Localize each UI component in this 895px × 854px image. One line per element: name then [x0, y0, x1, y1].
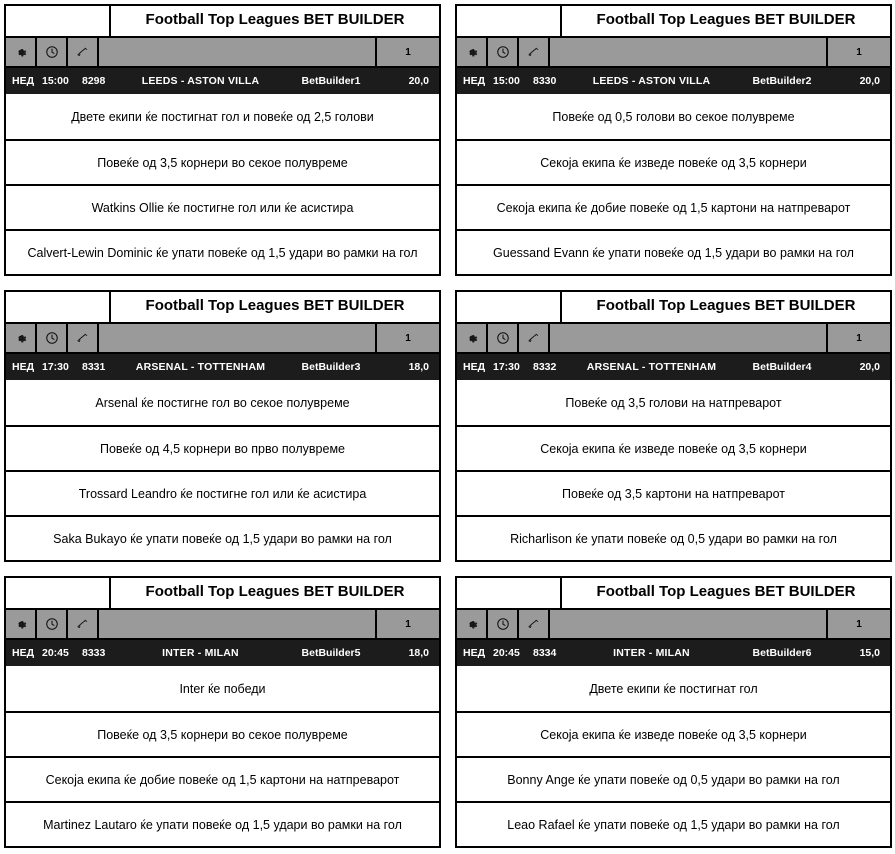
match-odds: 15,0: [859, 647, 880, 659]
list-item[interactable]: Bonny Ange ќе упати повеќе од 0,5 удари во рамки на гол: [457, 756, 890, 801]
selection-list: [457, 94, 890, 274]
whistle-icon[interactable]: [68, 610, 99, 638]
toolbar-row: [457, 38, 890, 68]
title-left-spacer: [457, 6, 562, 36]
whistle-icon[interactable]: [519, 324, 550, 352]
list-item[interactable]: Richarlison ќе упати повеќе од 0,5 удари во рамки на гол: [457, 515, 890, 560]
list-item[interactable]: Секоја екипа ќе добие повеќе од 1,5 картони на натпреварот: [6, 756, 439, 801]
match-code: 8332: [533, 361, 557, 373]
bet-builder-label: BetBuilder1: [301, 75, 361, 87]
match-time: 15:00: [42, 75, 69, 87]
bet-builder-card: [4, 290, 441, 562]
list-item[interactable]: Повеќе од 4,5 корнери во прво полувреме: [6, 425, 439, 470]
match-teams: INTER - MILAN: [162, 647, 239, 659]
page-title: Football Top Leagues BET BUILDER: [596, 11, 856, 28]
list-item[interactable]: Двете екипи ќе постигнат гол и повеќе од 2,5 голови: [71, 109, 374, 124]
toolbar-filler: [99, 38, 377, 66]
match-time: 17:30: [493, 361, 520, 373]
bet-builder-grid: [4, 4, 891, 848]
bet-builder-label: BetBuilder5: [301, 647, 361, 659]
gear-icon[interactable]: [6, 610, 37, 638]
match-header-row: [6, 354, 439, 380]
column-number: 1: [828, 38, 890, 66]
bet-builder-card: [455, 4, 892, 276]
whistle-icon[interactable]: [68, 38, 99, 66]
match-code: 8331: [82, 361, 106, 373]
list-item[interactable]: Watkins Ollie ќе постигне гол или ќе асистира: [6, 184, 439, 229]
match-odds: 18,0: [408, 361, 429, 373]
list-item[interactable]: Секоја екипа ќе изведе повеќе од 3,5 корнери: [457, 425, 890, 470]
match-code: 8334: [533, 647, 557, 659]
list-item[interactable]: Двете екипи ќе постигнат гол: [589, 681, 758, 696]
whistle-icon[interactable]: [519, 38, 550, 66]
title-left-spacer: [457, 292, 562, 322]
toolbar-row: [6, 38, 439, 68]
gear-icon[interactable]: [6, 324, 37, 352]
match-odds: 20,0: [859, 75, 880, 87]
gear-icon[interactable]: [6, 38, 37, 66]
bet-builder-card: [4, 576, 441, 848]
clock-icon[interactable]: [37, 38, 68, 66]
toolbar-filler: [550, 610, 828, 638]
column-number: 1: [377, 610, 439, 638]
match-teams: INTER - MILAN: [613, 647, 690, 659]
match-day: НЕД: [463, 75, 486, 87]
clock-icon[interactable]: [37, 324, 68, 352]
card-title-row: [6, 6, 439, 38]
card-title-row: [457, 6, 890, 38]
card-title-row: [457, 578, 890, 610]
selection-list: [457, 666, 890, 846]
page-title: Football Top Leagues BET BUILDER: [145, 11, 405, 28]
whistle-icon[interactable]: [68, 324, 99, 352]
match-day: НЕД: [463, 361, 486, 373]
card-title-row: [6, 292, 439, 324]
title-left-spacer: [457, 578, 562, 608]
toolbar-filler: [99, 610, 377, 638]
match-header-row: [6, 640, 439, 666]
clock-icon[interactable]: [488, 610, 519, 638]
clock-icon[interactable]: [37, 610, 68, 638]
match-teams: LEEDS - ASTON VILLA: [141, 75, 260, 87]
list-item[interactable]: Секоја екипа ќе изведе повеќе од 3,5 корнери: [457, 711, 890, 756]
match-teams: ARSENAL - TOTTENHAM: [586, 361, 717, 373]
match-code: 8333: [82, 647, 106, 659]
match-odds: 20,0: [408, 75, 429, 87]
match-day: НЕД: [12, 361, 35, 373]
list-item[interactable]: Calvert-Lewin Dominic ќе упати повеќе од 1,5 удари во рамки на гол: [6, 229, 439, 274]
bet-builder-card: [4, 4, 441, 276]
match-time: 20:45: [493, 647, 520, 659]
match-time: 15:00: [493, 75, 520, 87]
match-code: 8330: [533, 75, 557, 87]
match-day: НЕД: [12, 647, 35, 659]
list-item[interactable]: Martinez Lautaro ќе упати повеќе од 1,5 удари во рамки на гол: [6, 801, 439, 846]
column-number: 1: [828, 610, 890, 638]
list-item[interactable]: Inter ќе победи: [179, 681, 266, 696]
bet-builder-label: BetBuilder3: [301, 361, 361, 373]
selection-list: [6, 94, 439, 274]
list-item[interactable]: Повеќе од 3,5 корнери во секое полувреме: [6, 139, 439, 184]
clock-icon[interactable]: [488, 324, 519, 352]
page-title: Football Top Leagues BET BUILDER: [596, 297, 856, 314]
list-item[interactable]: Повеќе од 3,5 голови на натпреварот: [565, 395, 782, 410]
page-title: Football Top Leagues BET BUILDER: [145, 297, 405, 314]
page-title: Football Top Leagues BET BUILDER: [596, 583, 856, 600]
list-item[interactable]: Trossard Leandro ќе постигне гол или ќе асистира: [6, 470, 439, 515]
toolbar-row: [6, 610, 439, 640]
clock-icon[interactable]: [488, 38, 519, 66]
match-teams: LEEDS - ASTON VILLA: [592, 75, 711, 87]
toolbar-filler: [550, 324, 828, 352]
list-item[interactable]: Guessand Evann ќе упати повеќе од 1,5 удари во рамки на гол: [457, 229, 890, 274]
match-header-row: [457, 68, 890, 94]
list-item[interactable]: Arsenal ќе постигне гол во секое полувреме: [95, 395, 350, 410]
match-time: 17:30: [42, 361, 69, 373]
match-teams: ARSENAL - TOTTENHAM: [135, 361, 266, 373]
title-left-spacer: [6, 292, 111, 322]
selection-list: [6, 666, 439, 846]
list-item[interactable]: Повеќе од 3,5 картони на натпреварот: [457, 470, 890, 515]
column-number: 1: [828, 324, 890, 352]
list-item[interactable]: Повеќе од 0,5 голови во секое полувреме: [552, 109, 795, 124]
gear-icon[interactable]: [457, 38, 488, 66]
match-time: 20:45: [42, 647, 69, 659]
list-item[interactable]: Секоја екипа ќе изведе повеќе од 3,5 корнери: [457, 139, 890, 184]
bet-builder-card: [455, 290, 892, 562]
gear-icon[interactable]: [457, 324, 488, 352]
toolbar-row: [6, 324, 439, 354]
toolbar-filler: [99, 324, 377, 352]
column-number: 1: [377, 324, 439, 352]
bet-builder-label: BetBuilder2: [752, 75, 812, 87]
toolbar-row: [457, 324, 890, 354]
match-header-row: [6, 68, 439, 94]
toolbar-filler: [550, 38, 828, 66]
title-left-spacer: [6, 6, 111, 36]
bet-builder-card: [455, 576, 892, 848]
bet-builder-label: BetBuilder6: [752, 647, 812, 659]
selection-list: [457, 380, 890, 560]
card-title-row: [6, 578, 439, 610]
selection-list: [6, 380, 439, 560]
whistle-icon[interactable]: [519, 610, 550, 638]
list-item[interactable]: Секоја екипа ќе добие повеќе од 1,5 картони на натпреварот: [457, 184, 890, 229]
match-code: 8298: [82, 75, 106, 87]
bet-builder-label: BetBuilder4: [752, 361, 812, 373]
match-header-row: [457, 640, 890, 666]
list-item[interactable]: Повеќе од 3,5 корнери во секое полувреме: [6, 711, 439, 756]
list-item[interactable]: Saka Bukayo ќе упати повеќе од 1,5 удари во рамки на гол: [6, 515, 439, 560]
page-title: Football Top Leagues BET BUILDER: [145, 583, 405, 600]
match-header-row: [457, 354, 890, 380]
title-left-spacer: [6, 578, 111, 608]
match-day: НЕД: [463, 647, 486, 659]
list-item[interactable]: Leao Rafael ќе упати повеќе од 1,5 удари во рамки на гол: [457, 801, 890, 846]
card-title-row: [457, 292, 890, 324]
column-number: 1: [377, 38, 439, 66]
toolbar-row: [457, 610, 890, 640]
match-odds: 20,0: [859, 361, 880, 373]
match-odds: 18,0: [408, 647, 429, 659]
gear-icon[interactable]: [457, 610, 488, 638]
match-day: НЕД: [12, 75, 35, 87]
